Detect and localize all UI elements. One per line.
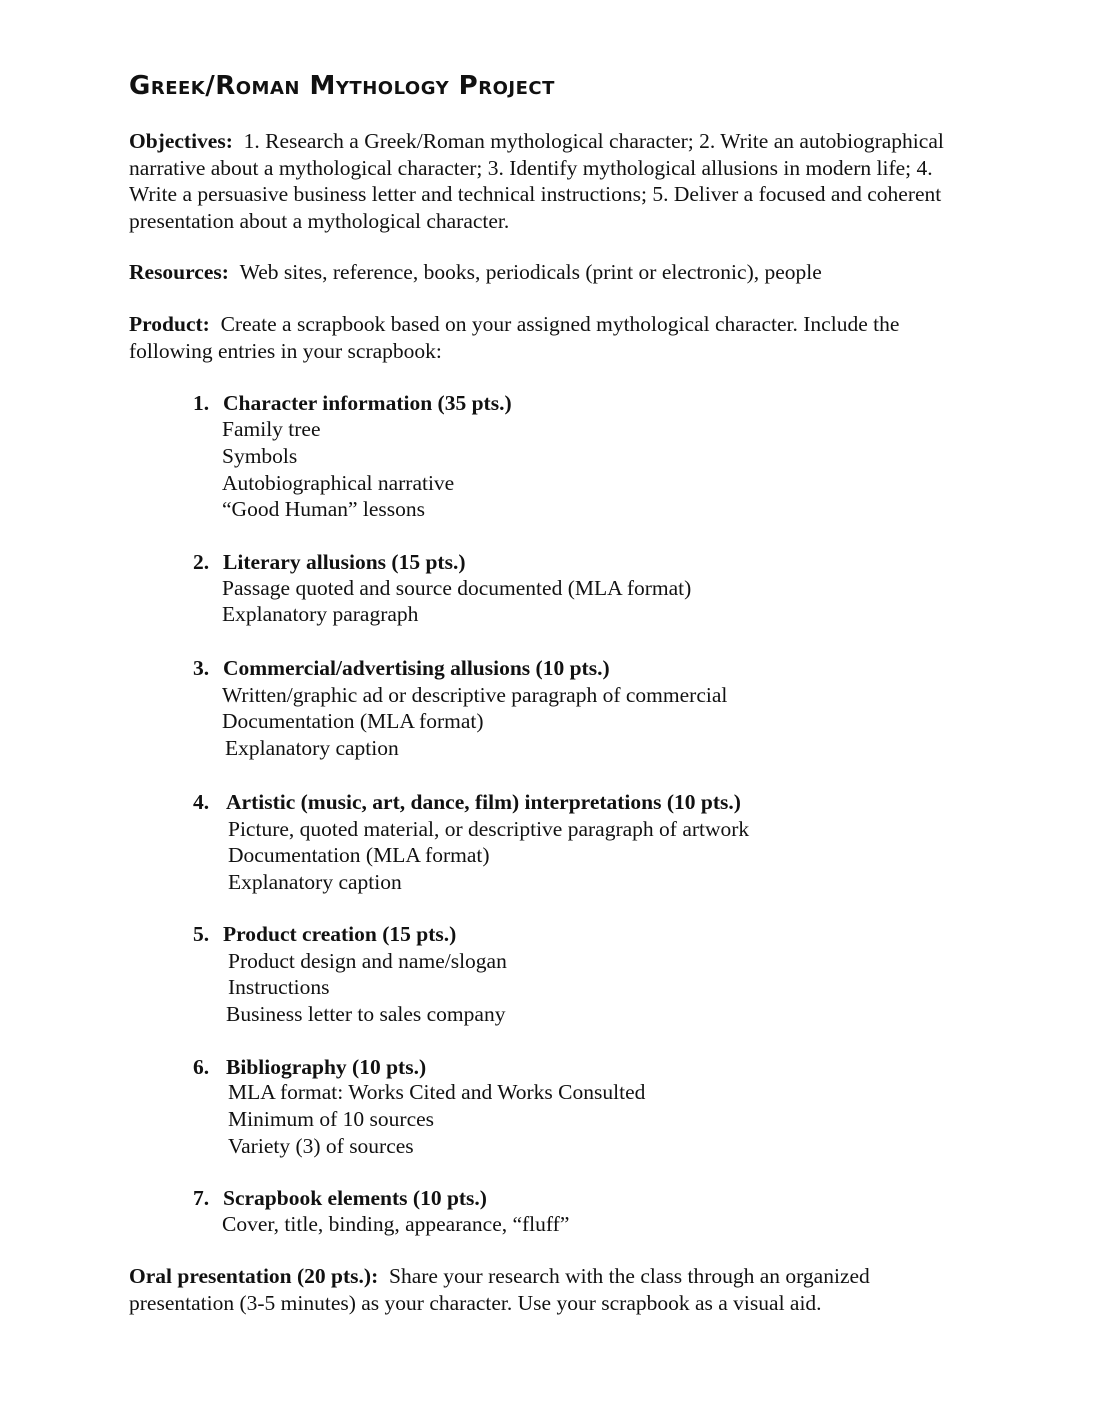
list-item-line: Product design and name/slogan — [228, 949, 507, 973]
list-item-line: Symbols — [222, 444, 298, 468]
list-item-line: Explanatory caption — [225, 736, 399, 760]
list-item-heading: 7. Scrapbook elements (10 pts.) — [193, 1186, 487, 1210]
resources-text: Web sites, reference, books, periodicals (print or electronic), people — [239, 260, 822, 284]
list-item-line: Instructions — [228, 975, 330, 999]
list-item-heading: 6. Bibliography (10 pts.) — [193, 1055, 427, 1079]
objectives-text: 1. Research a Greek/Roman mythological character; 2. Write an autobiographical narrative about a mythological character; 3. Identify mythological allusions in modern life; 4. Write a persuasive business letter and technical instructions; 5. Deliver a focused and coherent presentation about a mythological character. — [129, 129, 944, 233]
page-title: Greek/Roman Mythology Project — [129, 71, 555, 101]
resources-label: Resources: — [129, 260, 229, 284]
product-paragraph — [129, 311, 969, 364]
objectives-label: Objectives: — [129, 129, 233, 153]
list-item-line: Explanatory caption — [228, 870, 402, 894]
list-item-line: Variety (3) of sources — [228, 1134, 414, 1158]
list-item-line: Documentation (MLA format) — [228, 843, 490, 867]
list-item-line: “Good Human” lessons — [222, 497, 426, 521]
list-item-line: Minimum of 10 sources — [228, 1107, 435, 1131]
list-item-line: Explanatory paragraph — [222, 602, 419, 626]
resources-paragraph — [129, 259, 969, 286]
oral-presentation-paragraph — [129, 1263, 969, 1316]
list-item-line: Documentation (MLA format) — [222, 709, 484, 733]
product-text: Create a scrapbook based on your assigned mythological character. Include the following entries in your scrapbook: — [129, 312, 900, 363]
list-item-heading: 3. Commercial/advertising allusions (10 pts.) — [193, 656, 610, 680]
list-item-line: Written/graphic ad or descriptive paragraph of commercial — [222, 683, 728, 707]
list-item-line: Business letter to sales company — [226, 1002, 506, 1026]
list-item-heading: 4. Artistic (music, art, dance, film) interpretations (10 pts.) — [193, 790, 741, 814]
oral-presentation-text: Share your research with the class through an organized presentation (3-5 minutes) as your character. Use your scrapbook as a visual aid. — [129, 1264, 870, 1315]
list-item-line: Cover, title, binding, appearance, “fluff” — [222, 1212, 570, 1236]
objectives-paragraph — [129, 128, 969, 234]
list-item-line: Autobiographical narrative — [222, 471, 455, 495]
list-item-heading: 1. Character information (35 pts.) — [193, 391, 512, 415]
list-item-heading: 5. Product creation (15 pts.) — [193, 922, 457, 946]
list-item-line: MLA format: Works Cited and Works Consulted — [228, 1080, 646, 1104]
list-item-line: Picture, quoted material, or descriptive paragraph of artwork — [228, 817, 750, 841]
oral-presentation-label: Oral presentation (20 pts.): — [129, 1264, 379, 1288]
list-item-line: Family tree — [222, 417, 321, 441]
list-item-heading: 2. Literary allusions (15 pts.) — [193, 550, 466, 574]
product-label: Product: — [129, 312, 210, 336]
list-item-line: Passage quoted and source documented (MLA format) — [222, 576, 692, 600]
